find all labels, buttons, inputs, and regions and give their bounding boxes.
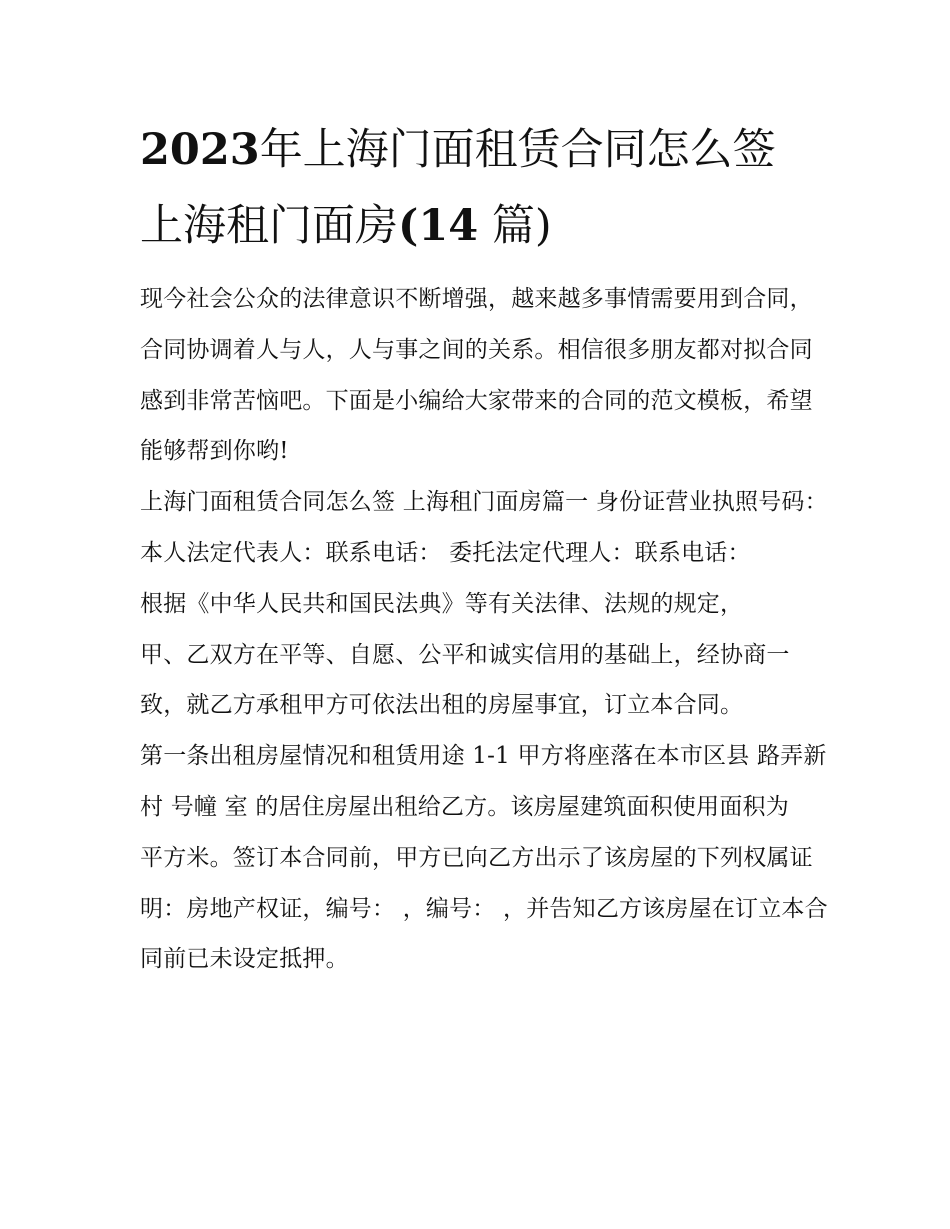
title-count: (14 [398, 201, 479, 251]
document-title [140, 112, 830, 264]
contract-part-heading: 上海门面租赁合同怎么签 上海租门面房篇一 身份证营业执照号码： 本人法定代表人：联系电话： 委托法定代理人：联系电话： [140, 489, 828, 566]
intro-paragraph: 现今社会公众的法律意识不断增强，越来越多事情需要用到合同，合同协调着人与人，人与事之间的关系。相信很多朋友都对拟合同感到非常苦恼吧。下面是小编给大家带来的合同的范文模板，希望能够帮到你哟! [140, 286, 813, 465]
document-body [140, 274, 830, 985]
property-rights-paragraph: 平方米。签订本合同前，甲方已向乙方出示了该房屋的下列权属证明：房地产权证，编号： ，编号： ，并告知乙方该房屋在订立本合同前已未设定抵押。 [140, 844, 828, 973]
legal-basis-paragraph: 根据《中华人民共和国民法典》等有关法律、法规的规定， [140, 590, 744, 617]
title-count-suffix: 篇) [478, 201, 552, 251]
title-main: 年上海门面租赁合同怎么签 上海租门面房 [140, 125, 776, 251]
document-content [140, 112, 830, 985]
title-year: 2023 [140, 125, 260, 175]
article-one-paragraph: 第一条出租房屋情况和租赁用途 1-1 甲方将座落在本市区县 路弄新村 号幢 室 的居住房屋出租给乙方。该房屋建筑面积使用面积为 [140, 743, 827, 820]
agreement-paragraph: 甲、乙双方在平等、自愿、公平和诚实信用的基础上，经协商一致，就乙方承租甲方可依法出租的房屋事宜，订立本合同。 [140, 641, 790, 719]
